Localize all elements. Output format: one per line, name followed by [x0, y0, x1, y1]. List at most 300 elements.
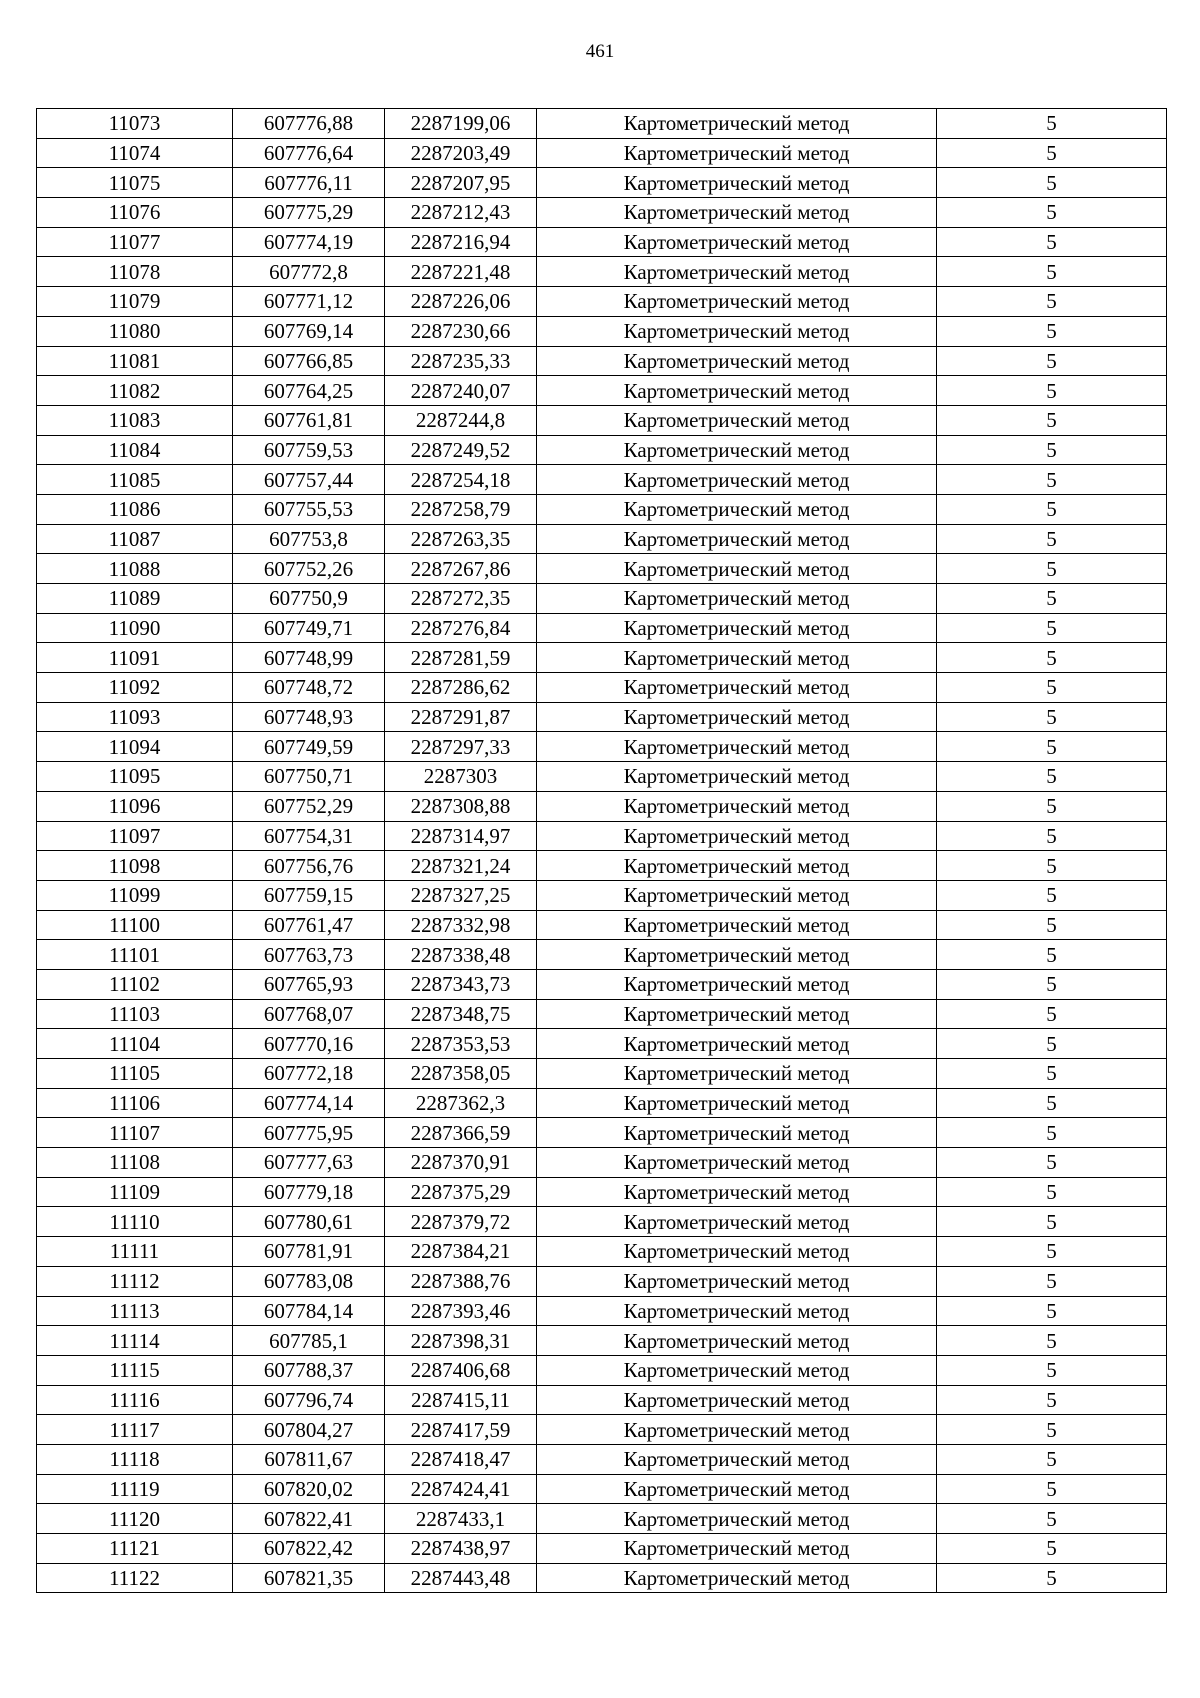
table-row	[37, 1326, 1167, 1356]
accuracy-cell: 5	[937, 376, 1167, 406]
method-cell: Картометрический метод	[537, 257, 937, 287]
method-cell: Картометрический метод	[537, 880, 937, 910]
table-row	[37, 346, 1167, 376]
method-cell: Картометрический метод	[537, 732, 937, 762]
x-coordinate-cell: 607748,99	[233, 643, 385, 673]
point-number-cell: 11099	[37, 880, 233, 910]
table-row	[37, 138, 1167, 168]
y-coordinate-cell: 2287393,46	[385, 1296, 537, 1326]
x-coordinate-cell: 607752,26	[233, 554, 385, 584]
accuracy-cell: 5	[937, 346, 1167, 376]
accuracy-cell: 5	[937, 999, 1167, 1029]
y-coordinate-cell: 2287254,18	[385, 465, 537, 495]
method-cell: Картометрический метод	[537, 1266, 937, 1296]
y-coordinate-cell: 2287216,94	[385, 227, 537, 257]
point-number-cell: 11117	[37, 1415, 233, 1445]
x-coordinate-cell: 607763,73	[233, 940, 385, 970]
accuracy-cell: 5	[937, 1177, 1167, 1207]
accuracy-cell: 5	[937, 1385, 1167, 1415]
method-cell: Картометрический метод	[537, 198, 937, 228]
point-number-cell: 11076	[37, 198, 233, 228]
y-coordinate-cell: 2287353,53	[385, 1029, 537, 1059]
accuracy-cell: 5	[937, 880, 1167, 910]
accuracy-cell: 5	[937, 524, 1167, 554]
table-row	[37, 851, 1167, 881]
x-coordinate-cell: 607784,14	[233, 1296, 385, 1326]
accuracy-cell: 5	[937, 1444, 1167, 1474]
point-number-cell: 11083	[37, 405, 233, 435]
table-row	[37, 405, 1167, 435]
x-coordinate-cell: 607775,29	[233, 198, 385, 228]
method-cell: Картометрический метод	[537, 524, 937, 554]
method-cell: Картометрический метод	[537, 910, 937, 940]
table-row	[37, 1029, 1167, 1059]
table-row	[37, 1148, 1167, 1178]
method-cell: Картометрический метод	[537, 1207, 937, 1237]
table-row	[37, 257, 1167, 287]
x-coordinate-cell: 607785,1	[233, 1326, 385, 1356]
x-coordinate-cell: 607776,88	[233, 109, 385, 139]
point-number-cell: 11087	[37, 524, 233, 554]
x-coordinate-cell: 607821,35	[233, 1563, 385, 1593]
table-row	[37, 524, 1167, 554]
y-coordinate-cell: 2287314,97	[385, 821, 537, 851]
table-row	[37, 227, 1167, 257]
method-cell: Картометрический метод	[537, 613, 937, 643]
coordinates-table-body	[37, 109, 1167, 1593]
accuracy-cell: 5	[937, 1296, 1167, 1326]
point-number-cell: 11095	[37, 762, 233, 792]
method-cell: Картометрический метод	[537, 465, 937, 495]
table-row	[37, 1504, 1167, 1534]
method-cell: Картометрический метод	[537, 969, 937, 999]
y-coordinate-cell: 2287417,59	[385, 1415, 537, 1445]
y-coordinate-cell: 2287240,07	[385, 376, 537, 406]
x-coordinate-cell: 607776,11	[233, 168, 385, 198]
table-row	[37, 613, 1167, 643]
accuracy-cell: 5	[937, 851, 1167, 881]
x-coordinate-cell: 607781,91	[233, 1237, 385, 1267]
point-number-cell: 11079	[37, 287, 233, 317]
y-coordinate-cell: 2287438,97	[385, 1534, 537, 1564]
point-number-cell: 11084	[37, 435, 233, 465]
table-row	[37, 1237, 1167, 1267]
y-coordinate-cell: 2287303	[385, 762, 537, 792]
accuracy-cell: 5	[937, 198, 1167, 228]
x-coordinate-cell: 607783,08	[233, 1266, 385, 1296]
table-row	[37, 791, 1167, 821]
y-coordinate-cell: 2287384,21	[385, 1237, 537, 1267]
table-row	[37, 1266, 1167, 1296]
accuracy-cell: 5	[937, 910, 1167, 940]
x-coordinate-cell: 607779,18	[233, 1177, 385, 1207]
y-coordinate-cell: 2287203,49	[385, 138, 537, 168]
accuracy-cell: 5	[937, 1326, 1167, 1356]
method-cell: Картометрический метод	[537, 405, 937, 435]
point-number-cell: 11093	[37, 702, 233, 732]
y-coordinate-cell: 2287226,06	[385, 287, 537, 317]
method-cell: Картометрический метод	[537, 435, 937, 465]
point-number-cell: 11103	[37, 999, 233, 1029]
method-cell: Картометрический метод	[537, 851, 937, 881]
x-coordinate-cell: 607774,14	[233, 1088, 385, 1118]
y-coordinate-cell: 2287343,73	[385, 969, 537, 999]
accuracy-cell: 5	[937, 465, 1167, 495]
accuracy-cell: 5	[937, 1148, 1167, 1178]
table-row	[37, 732, 1167, 762]
table-row	[37, 376, 1167, 406]
point-number-cell: 11096	[37, 791, 233, 821]
table-row	[37, 1415, 1167, 1445]
table-row	[37, 494, 1167, 524]
point-number-cell: 11110	[37, 1207, 233, 1237]
x-coordinate-cell: 607750,71	[233, 762, 385, 792]
accuracy-cell: 5	[937, 494, 1167, 524]
accuracy-cell: 5	[937, 1059, 1167, 1089]
y-coordinate-cell: 2287321,24	[385, 851, 537, 881]
point-number-cell: 11118	[37, 1444, 233, 1474]
point-number-cell: 11101	[37, 940, 233, 970]
method-cell: Картометрический метод	[537, 494, 937, 524]
method-cell: Картометрический метод	[537, 1237, 937, 1267]
point-number-cell: 11086	[37, 494, 233, 524]
y-coordinate-cell: 2287281,59	[385, 643, 537, 673]
accuracy-cell: 5	[937, 791, 1167, 821]
table-row	[37, 554, 1167, 584]
x-coordinate-cell: 607750,9	[233, 584, 385, 614]
y-coordinate-cell: 2287433,1	[385, 1504, 537, 1534]
point-number-cell: 11088	[37, 554, 233, 584]
point-number-cell: 11116	[37, 1385, 233, 1415]
accuracy-cell: 5	[937, 1534, 1167, 1564]
y-coordinate-cell: 2287332,98	[385, 910, 537, 940]
point-number-cell: 11080	[37, 316, 233, 346]
table-row	[37, 1177, 1167, 1207]
method-cell: Картометрический метод	[537, 287, 937, 317]
y-coordinate-cell: 2287348,75	[385, 999, 537, 1029]
point-number-cell: 11077	[37, 227, 233, 257]
method-cell: Картометрический метод	[537, 1534, 937, 1564]
table-row	[37, 1118, 1167, 1148]
x-coordinate-cell: 607772,18	[233, 1059, 385, 1089]
x-coordinate-cell: 607820,02	[233, 1474, 385, 1504]
point-number-cell: 11111	[37, 1237, 233, 1267]
method-cell: Картометрический метод	[537, 1029, 937, 1059]
x-coordinate-cell: 607753,8	[233, 524, 385, 554]
method-cell: Картометрический метод	[537, 1177, 937, 1207]
accuracy-cell: 5	[937, 584, 1167, 614]
method-cell: Картометрический метод	[537, 1474, 937, 1504]
point-number-cell: 11104	[37, 1029, 233, 1059]
point-number-cell: 11113	[37, 1296, 233, 1326]
table-row	[37, 1563, 1167, 1593]
method-cell: Картометрический метод	[537, 1385, 937, 1415]
method-cell: Картометрический метод	[537, 821, 937, 851]
x-coordinate-cell: 607777,63	[233, 1148, 385, 1178]
x-coordinate-cell: 607756,76	[233, 851, 385, 881]
y-coordinate-cell: 2287276,84	[385, 613, 537, 643]
y-coordinate-cell: 2287235,33	[385, 346, 537, 376]
point-number-cell: 11105	[37, 1059, 233, 1089]
y-coordinate-cell: 2287338,48	[385, 940, 537, 970]
y-coordinate-cell: 2287443,48	[385, 1563, 537, 1593]
accuracy-cell: 5	[937, 940, 1167, 970]
point-number-cell: 11115	[37, 1355, 233, 1385]
point-number-cell: 11098	[37, 851, 233, 881]
table-row	[37, 643, 1167, 673]
method-cell: Картометрический метод	[537, 1059, 937, 1089]
x-coordinate-cell: 607761,81	[233, 405, 385, 435]
point-number-cell: 11121	[37, 1534, 233, 1564]
x-coordinate-cell: 607780,61	[233, 1207, 385, 1237]
y-coordinate-cell: 2287286,62	[385, 673, 537, 703]
method-cell: Картометрический метод	[537, 346, 937, 376]
accuracy-cell: 5	[937, 1088, 1167, 1118]
table-row	[37, 1088, 1167, 1118]
x-coordinate-cell: 607769,14	[233, 316, 385, 346]
accuracy-cell: 5	[937, 702, 1167, 732]
point-number-cell: 11082	[37, 376, 233, 406]
point-number-cell: 11073	[37, 109, 233, 139]
y-coordinate-cell: 2287406,68	[385, 1355, 537, 1385]
point-number-cell: 11102	[37, 969, 233, 999]
table-row	[37, 1534, 1167, 1564]
y-coordinate-cell: 2287230,66	[385, 316, 537, 346]
table-row	[37, 316, 1167, 346]
y-coordinate-cell: 2287244,8	[385, 405, 537, 435]
accuracy-cell: 5	[937, 821, 1167, 851]
accuracy-cell: 5	[937, 435, 1167, 465]
y-coordinate-cell: 2287398,31	[385, 1326, 537, 1356]
y-coordinate-cell: 2287418,47	[385, 1444, 537, 1474]
point-number-cell: 11078	[37, 257, 233, 287]
point-number-cell: 11106	[37, 1088, 233, 1118]
method-cell: Картометрический метод	[537, 1118, 937, 1148]
y-coordinate-cell: 2287375,29	[385, 1177, 537, 1207]
method-cell: Картометрический метод	[537, 554, 937, 584]
x-coordinate-cell: 607788,37	[233, 1355, 385, 1385]
accuracy-cell: 5	[937, 109, 1167, 139]
method-cell: Картометрический метод	[537, 584, 937, 614]
point-number-cell: 11120	[37, 1504, 233, 1534]
accuracy-cell: 5	[937, 1415, 1167, 1445]
y-coordinate-cell: 2287327,25	[385, 880, 537, 910]
accuracy-cell: 5	[937, 1118, 1167, 1148]
method-cell: Картометрический метод	[537, 138, 937, 168]
table-row	[37, 1444, 1167, 1474]
x-coordinate-cell: 607771,12	[233, 287, 385, 317]
x-coordinate-cell: 607811,67	[233, 1444, 385, 1474]
x-coordinate-cell: 607761,47	[233, 910, 385, 940]
point-number-cell: 11075	[37, 168, 233, 198]
method-cell: Картометрический метод	[537, 109, 937, 139]
method-cell: Картометрический метод	[537, 1326, 937, 1356]
method-cell: Картометрический метод	[537, 376, 937, 406]
y-coordinate-cell: 2287366,59	[385, 1118, 537, 1148]
table-row	[37, 910, 1167, 940]
accuracy-cell: 5	[937, 316, 1167, 346]
x-coordinate-cell: 607804,27	[233, 1415, 385, 1445]
table-row	[37, 1207, 1167, 1237]
accuracy-cell: 5	[937, 762, 1167, 792]
point-number-cell: 11108	[37, 1148, 233, 1178]
method-cell: Картометрический метод	[537, 1563, 937, 1593]
table-row	[37, 999, 1167, 1029]
accuracy-cell: 5	[937, 168, 1167, 198]
accuracy-cell: 5	[937, 643, 1167, 673]
table-row	[37, 287, 1167, 317]
table-row	[37, 880, 1167, 910]
y-coordinate-cell: 2287263,35	[385, 524, 537, 554]
accuracy-cell: 5	[937, 1237, 1167, 1267]
x-coordinate-cell: 607775,95	[233, 1118, 385, 1148]
method-cell: Картометрический метод	[537, 1088, 937, 1118]
x-coordinate-cell: 607749,59	[233, 732, 385, 762]
point-number-cell: 11094	[37, 732, 233, 762]
accuracy-cell: 5	[937, 969, 1167, 999]
table-row	[37, 1385, 1167, 1415]
point-number-cell: 11114	[37, 1326, 233, 1356]
table-row	[37, 702, 1167, 732]
x-coordinate-cell: 607749,71	[233, 613, 385, 643]
y-coordinate-cell: 2287297,33	[385, 732, 537, 762]
table-row	[37, 109, 1167, 139]
table-row	[37, 1296, 1167, 1326]
y-coordinate-cell: 2287424,41	[385, 1474, 537, 1504]
method-cell: Картометрический метод	[537, 1444, 937, 1474]
method-cell: Картометрический метод	[537, 643, 937, 673]
point-number-cell: 11107	[37, 1118, 233, 1148]
point-number-cell: 11112	[37, 1266, 233, 1296]
x-coordinate-cell: 607748,72	[233, 673, 385, 703]
x-coordinate-cell: 607770,16	[233, 1029, 385, 1059]
accuracy-cell: 5	[937, 1474, 1167, 1504]
y-coordinate-cell: 2287415,11	[385, 1385, 537, 1415]
y-coordinate-cell: 2287291,87	[385, 702, 537, 732]
y-coordinate-cell: 2287249,52	[385, 435, 537, 465]
method-cell: Картометрический метод	[537, 316, 937, 346]
x-coordinate-cell: 607754,31	[233, 821, 385, 851]
x-coordinate-cell: 607764,25	[233, 376, 385, 406]
y-coordinate-cell: 2287362,3	[385, 1088, 537, 1118]
coordinates-table	[36, 108, 1167, 1593]
accuracy-cell: 5	[937, 613, 1167, 643]
x-coordinate-cell: 607748,93	[233, 702, 385, 732]
table-row	[37, 969, 1167, 999]
method-cell: Картометрический метод	[537, 940, 937, 970]
y-coordinate-cell: 2287358,05	[385, 1059, 537, 1089]
point-number-cell: 11092	[37, 673, 233, 703]
point-number-cell: 11119	[37, 1474, 233, 1504]
x-coordinate-cell: 607765,93	[233, 969, 385, 999]
point-number-cell: 11074	[37, 138, 233, 168]
y-coordinate-cell: 2287388,76	[385, 1266, 537, 1296]
table-row	[37, 465, 1167, 495]
accuracy-cell: 5	[937, 1266, 1167, 1296]
table-row	[37, 673, 1167, 703]
accuracy-cell: 5	[937, 1504, 1167, 1534]
x-coordinate-cell: 607766,85	[233, 346, 385, 376]
point-number-cell: 11091	[37, 643, 233, 673]
method-cell: Картометрический метод	[537, 1504, 937, 1534]
table-row	[37, 821, 1167, 851]
accuracy-cell: 5	[937, 287, 1167, 317]
accuracy-cell: 5	[937, 138, 1167, 168]
x-coordinate-cell: 607776,64	[233, 138, 385, 168]
y-coordinate-cell: 2287308,88	[385, 791, 537, 821]
point-number-cell: 11109	[37, 1177, 233, 1207]
method-cell: Картометрический метод	[537, 999, 937, 1029]
table-row	[37, 584, 1167, 614]
table-row	[37, 168, 1167, 198]
y-coordinate-cell: 2287379,72	[385, 1207, 537, 1237]
y-coordinate-cell: 2287221,48	[385, 257, 537, 287]
method-cell: Картометрический метод	[537, 791, 937, 821]
method-cell: Картометрический метод	[537, 702, 937, 732]
x-coordinate-cell: 607757,44	[233, 465, 385, 495]
y-coordinate-cell: 2287272,35	[385, 584, 537, 614]
accuracy-cell: 5	[937, 1355, 1167, 1385]
table-row	[37, 762, 1167, 792]
y-coordinate-cell: 2287207,95	[385, 168, 537, 198]
y-coordinate-cell: 2287267,86	[385, 554, 537, 584]
method-cell: Картометрический метод	[537, 1415, 937, 1445]
accuracy-cell: 5	[937, 554, 1167, 584]
method-cell: Картометрический метод	[537, 168, 937, 198]
x-coordinate-cell: 607759,53	[233, 435, 385, 465]
y-coordinate-cell: 2287199,06	[385, 109, 537, 139]
point-number-cell: 11090	[37, 613, 233, 643]
table-row	[37, 435, 1167, 465]
table-row	[37, 198, 1167, 228]
accuracy-cell: 5	[937, 732, 1167, 762]
table-row	[37, 1059, 1167, 1089]
accuracy-cell: 5	[937, 227, 1167, 257]
table-row	[37, 1355, 1167, 1385]
y-coordinate-cell: 2287258,79	[385, 494, 537, 524]
x-coordinate-cell: 607796,74	[233, 1385, 385, 1415]
point-number-cell: 11085	[37, 465, 233, 495]
method-cell: Картометрический метод	[537, 1148, 937, 1178]
accuracy-cell: 5	[937, 257, 1167, 287]
y-coordinate-cell: 2287212,43	[385, 198, 537, 228]
point-number-cell: 11100	[37, 910, 233, 940]
accuracy-cell: 5	[937, 405, 1167, 435]
table-row	[37, 940, 1167, 970]
point-number-cell: 11122	[37, 1563, 233, 1593]
method-cell: Картометрический метод	[537, 227, 937, 257]
accuracy-cell: 5	[937, 673, 1167, 703]
method-cell: Картометрический метод	[537, 1355, 937, 1385]
x-coordinate-cell: 607822,41	[233, 1504, 385, 1534]
method-cell: Картометрический метод	[537, 762, 937, 792]
point-number-cell: 11089	[37, 584, 233, 614]
accuracy-cell: 5	[937, 1029, 1167, 1059]
method-cell: Картометрический метод	[537, 1296, 937, 1326]
accuracy-cell: 5	[937, 1563, 1167, 1593]
y-coordinate-cell: 2287370,91	[385, 1148, 537, 1178]
point-number-cell: 11081	[37, 346, 233, 376]
table-row	[37, 1474, 1167, 1504]
point-number-cell: 11097	[37, 821, 233, 851]
method-cell: Картометрический метод	[537, 673, 937, 703]
accuracy-cell: 5	[937, 1207, 1167, 1237]
page-number: 461	[585, 41, 615, 62]
x-coordinate-cell: 607759,15	[233, 880, 385, 910]
x-coordinate-cell: 607774,19	[233, 227, 385, 257]
x-coordinate-cell: 607768,07	[233, 999, 385, 1029]
x-coordinate-cell: 607752,29	[233, 791, 385, 821]
